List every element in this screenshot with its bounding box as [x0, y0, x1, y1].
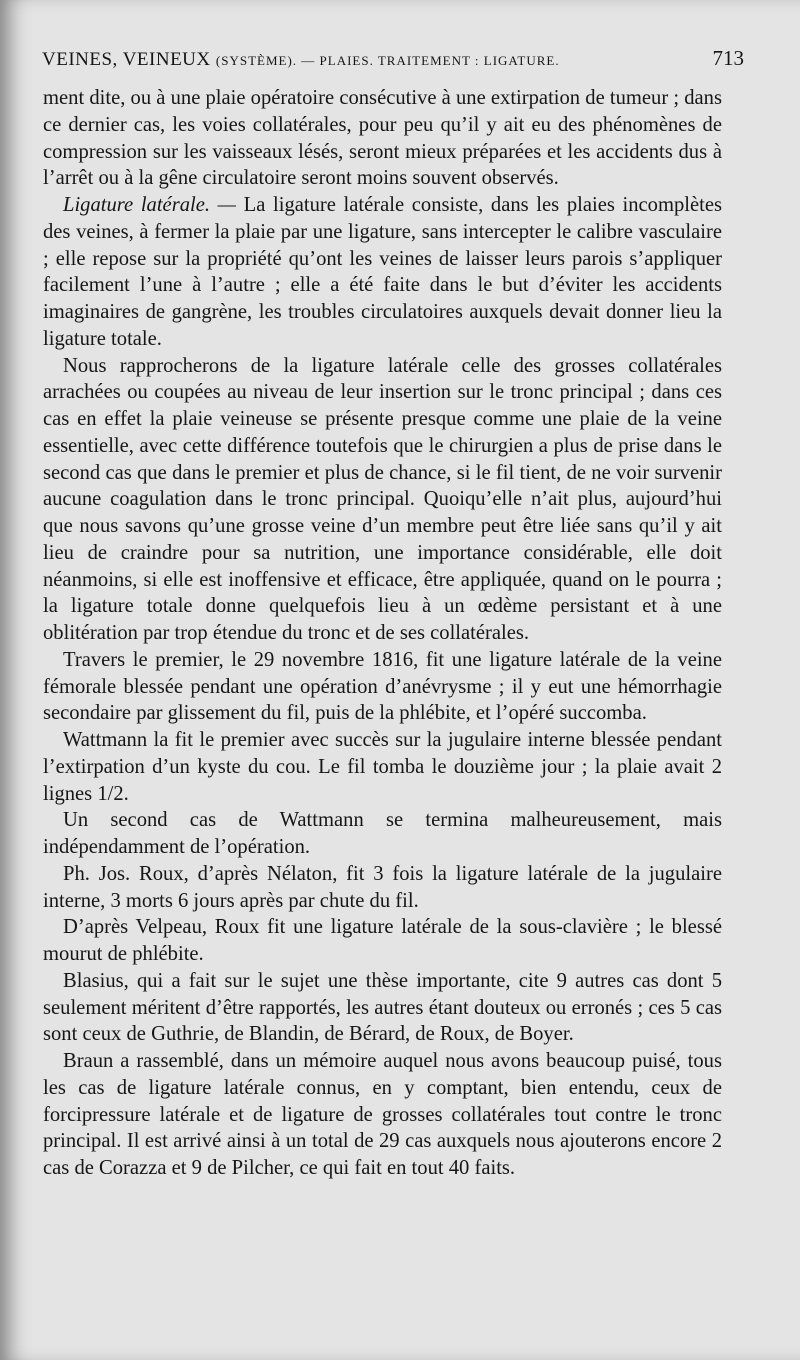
paragraph: Braun a rassemblé, dans un mémoire auquel nous avons beaucoup puisé, tous les cas de ligature latérale connus, en y comptant, bien entendu, ceux de forcipressure latérale et de ligature de grosses collatérales tout contre le tronc principal. Il est arrivé ainsi à un total de 29 cas auxquels nous ajouterons encore 2 cas de Corazza et 9 de Pilcher, ce qui fait en tout 40 faits.: [43, 1050, 722, 1179]
paragraph-text: La ligature latérale consiste, dans les plaies incomplètes des veines, à fermer la plaie par une ligature, sans intercepter le calibre vasculaire ; elle repose sur la propriété qu’ont les veines de laisser leurs parois s’appliquer facilement l’une à l’autre ; elle a été faite dans le but d’éviter les accidents imaginaires de gangrène, les troubles circulatoires auxquels devait donner lieu la ligature totale.: [43, 194, 723, 350]
paragraph: [43, 192, 722, 353]
section-heading: Ligature latérale. —: [63, 194, 236, 216]
paragraph: ment dite, ou à une plaie opératoire consécutive à une extirpation de tumeur ; dans ce dernier cas, les voies collatérales, pour peu qu’il y ait eu des phénomènes de compression sur les vaisseaux lésés, seront mieux préparées et les accidents dus à l’arrêt ou à la gêne circulatoire seront moins souvent observés.: [43, 87, 722, 190]
paragraph: Wattmann la fit le premier avec succès sur la jugulaire interne blessée pendant l’extirpation d’un kyste du cou. Le fil tomba le douzième jour ; la plaie avait 2 lignes 1/2.: [43, 729, 722, 805]
body-text: [43, 85, 722, 1182]
page-number: 713: [712, 46, 744, 70]
paragraph: D’après Velpeau, Roux fit une ligature latérale de la sous-clavière ; le blessé mourut de phlébite.: [43, 916, 722, 965]
paragraph: Nous rapprocherons de la ligature latérale celle des grosses collatérales arrachées ou coupées au niveau de leur insertion sur le tronc principal ; dans ces cas en effet la plaie veineuse se présente presque comme une plaie de la veine essentielle, avec cette différence toutefois que le chirurgien a plus de prise dans le second cas que dans le premier et plus de chance, si le fil tient, de ne voir survenir aucune coagulation dans le tronc principal. Quoiqu’elle n’ait plus, aujourd’hui que nous savons qu’une grosse veine d’un membre peut être liée sans qu’il y ait lieu de craindre pour sa nutrition, une importance considérable, elle doit néanmoins, si elle est inoffensive et efficace, être appliquée, quand on le pourra ; la ligature totale donne quelquefois lieu à un œdème persistant et à une oblitération par trop étendue du tronc et de ses collatérales.: [43, 354, 722, 644]
paragraph: Travers le premier, le 29 novembre 1816, fit une ligature latérale de la veine fémorale blessée pendant une opération d’anévrysme ; il y eut une hémorrhagie secondaire par glissement du fil, puis de la phlébite, et l’opéré succomba.: [43, 648, 722, 725]
running-title-main: VEINES, VEINEUX: [42, 49, 216, 70]
running-title-subtitle: (SYSTÈME). — PLAIES. TRAITEMENT : LIGATURE.: [215, 53, 560, 68]
paragraph: Ph. Jos. Roux, d’après Nélaton, fit 3 fois la ligature latérale de la jugulaire interne, 3 morts 6 jours après par chute du fil.: [43, 862, 722, 912]
paragraph: Blasius, qui a fait sur le sujet une thèse importante, cite 9 autres cas dont 5 seulement méritent d’être rapportés, les autres étant douteux ou erronés ; ces 5 cas sont ceux de Guthrie, de Blandin, de Bérard, de Roux, de Boyer.: [43, 969, 722, 1046]
running-title: [42, 49, 560, 71]
paragraph: Un second cas de Wattmann se termina malheureusement, mais indépendamment de l’opération.: [43, 809, 722, 858]
running-header: [42, 46, 744, 71]
